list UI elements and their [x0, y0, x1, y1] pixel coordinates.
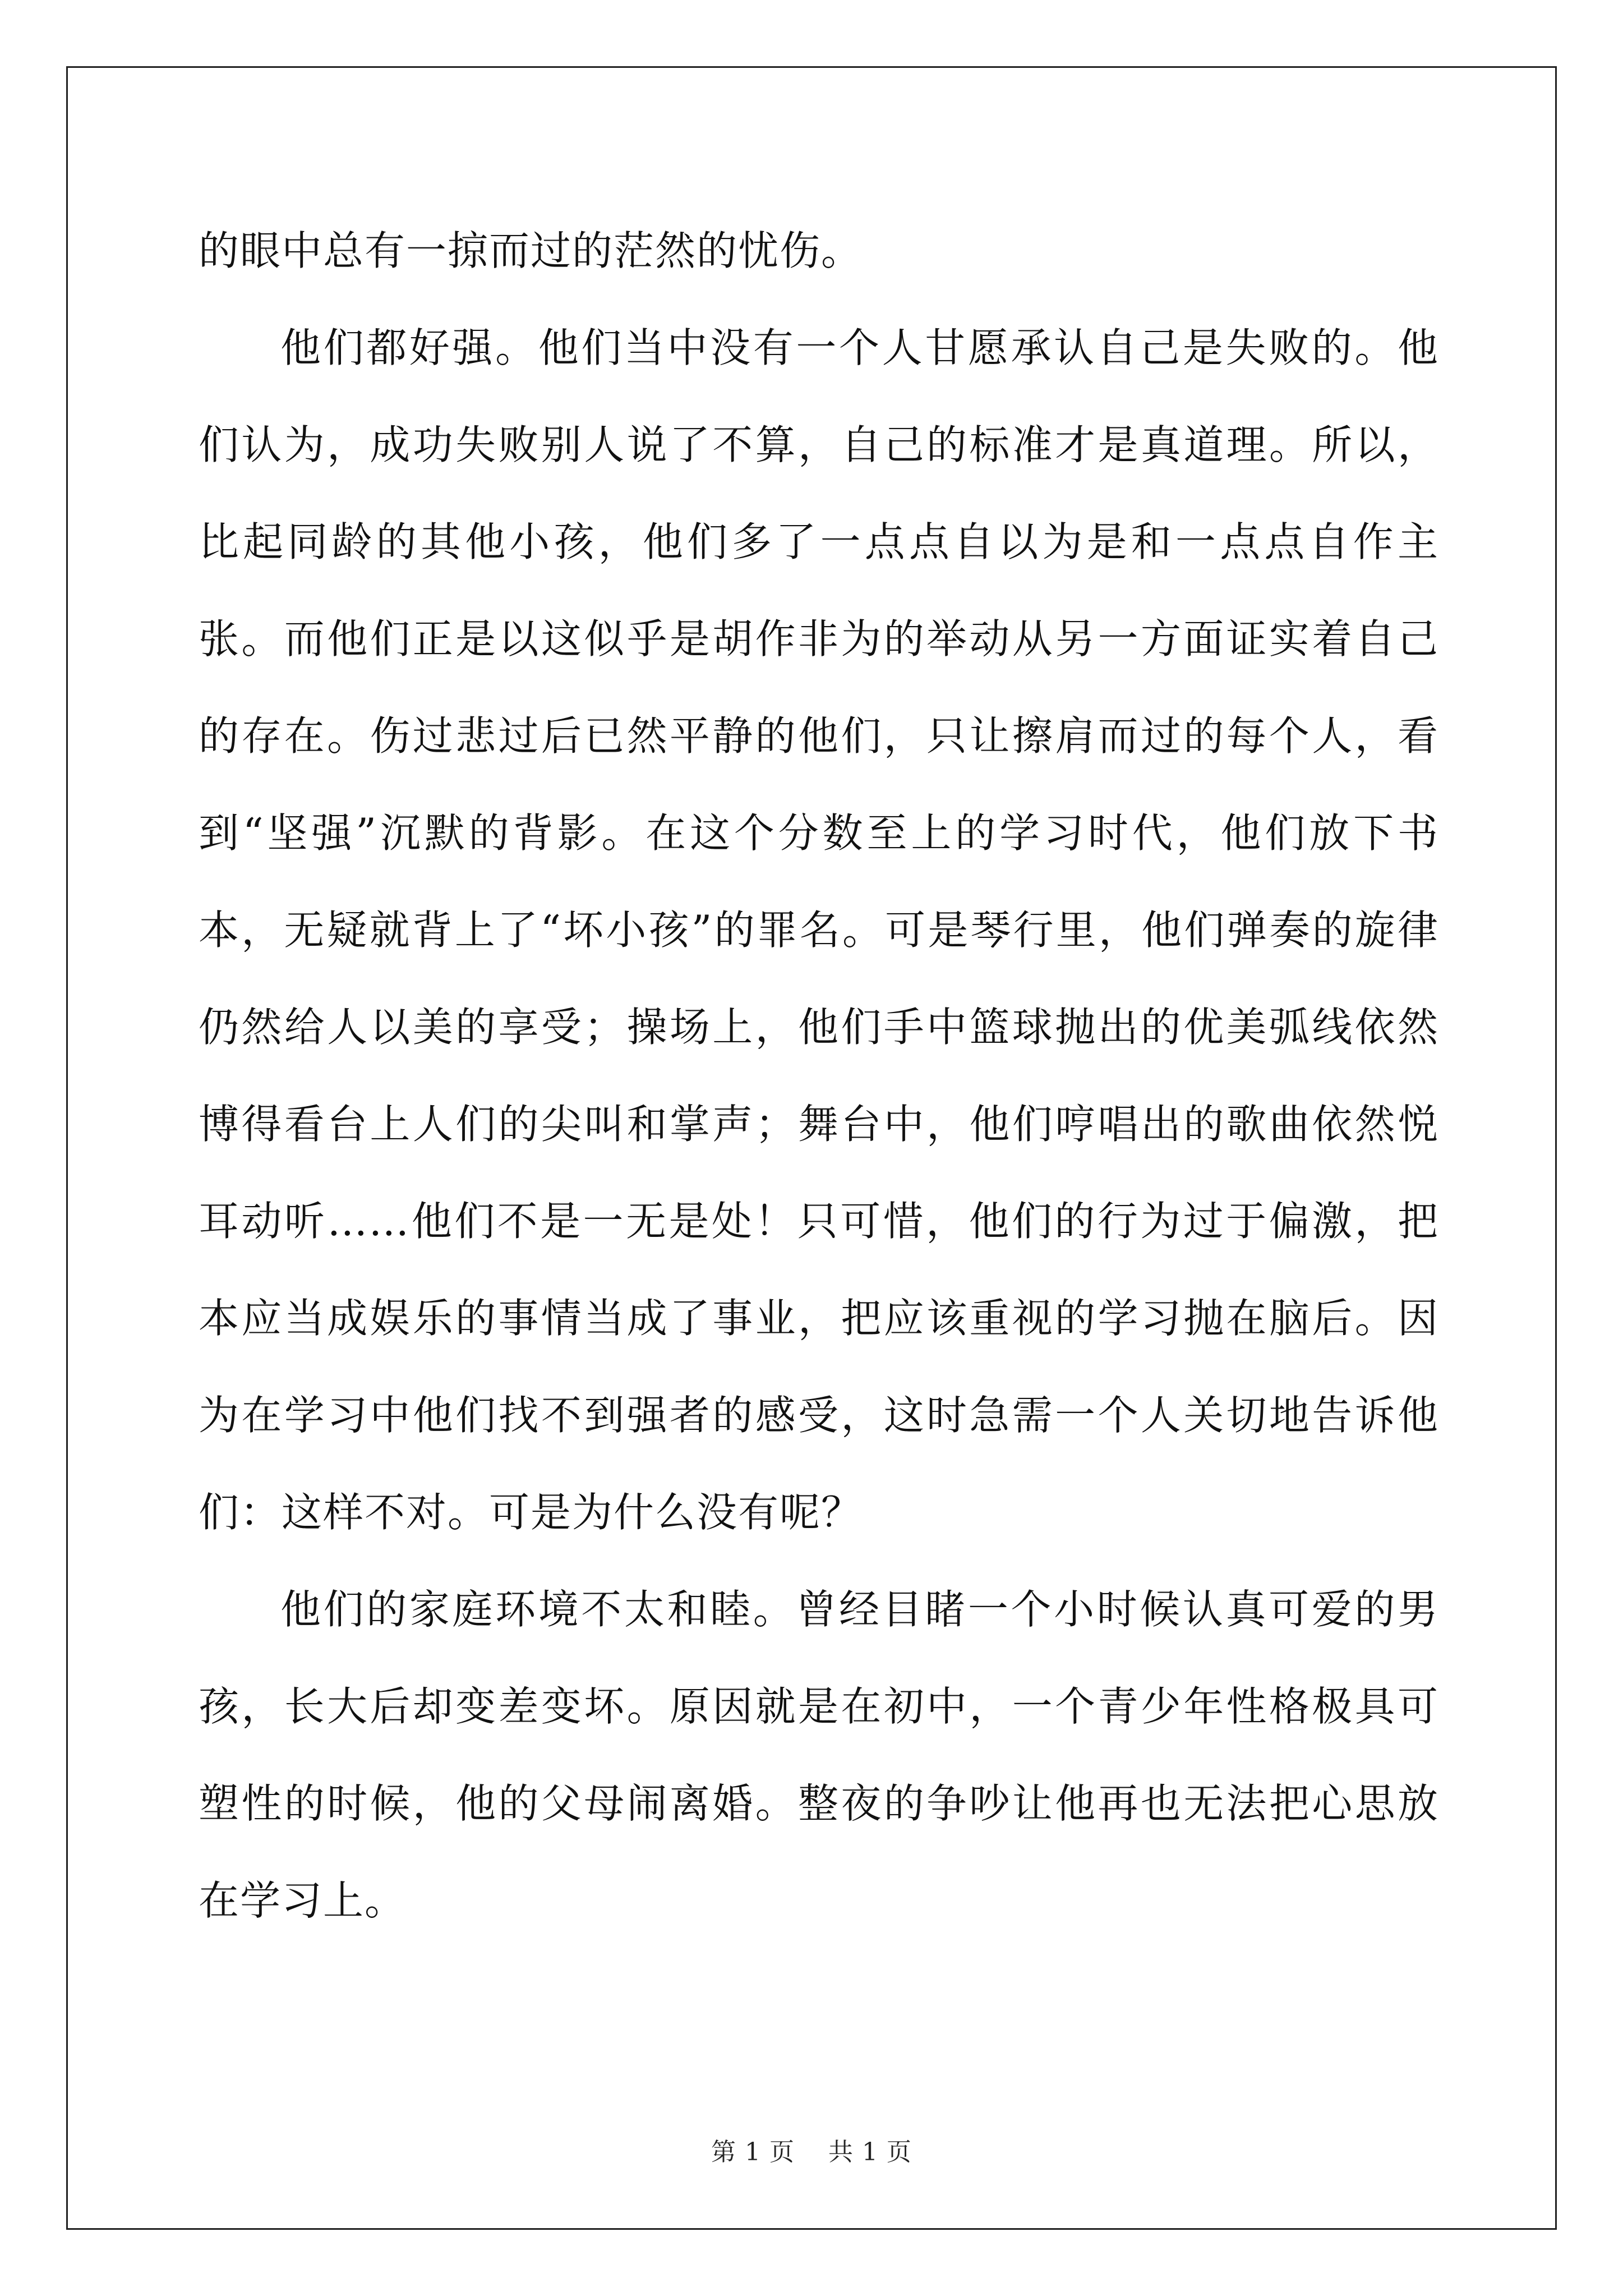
page-footer [0, 2132, 1623, 2168]
paragraph-1: 的眼中总有一掠而过的茫然的忧伤。 [199, 227, 863, 274]
page-number: 第 1 页 [711, 2138, 795, 2166]
document-body [199, 203, 1439, 1949]
paragraph-3: 他们的家庭环境不太和睦。曾经目睹一个小时候认真可爱的男孩，长大后却变差变坏。原因就是在初中，一个青少年性格极具可塑性的时候，他的父母闹离婚。整夜的争吵让他再也无法把心思放在学习上。 [199, 1586, 1439, 1924]
paragraph-2: 他们都好强。他们当中没有一个人甘愿承认自己是失败的。他们认为，成功失败别人说了不算，自己的标准才是真道理。所以，比起同龄的其他小孩，他们多了一点点自以为是和一点点自作主张。而他们正是以这似乎是胡作非为的举动从另一方面证实着自己的存在。伤过悲过后已然平静的他们，只让擦肩而过的每个人，看到“坚强”沉默的背影。在这个分数至上的学习时代，他们放下书本，无疑就背上了“坏小孩”的罪名。可是琴行里，他们弹奏的旋律仍然给人以美的享受；操场上，他们手中篮球抛出的优美弧线依然博得看台上人们的尖叫和掌声；舞台中，他们哼唱出的歌曲依然悦耳动听……他们不是一无是处！只可惜，他们的行为过于偏激，把本应当成娱乐的事情当成了事业，把应该重视的学习抛在脑后。因为在学习中他们找不到强者的感受，这时急需一个人关切地告诉他们：这样不对。可是为什么没有呢？ [199, 324, 1439, 1536]
page-total: 共 1 页 [828, 2138, 912, 2166]
